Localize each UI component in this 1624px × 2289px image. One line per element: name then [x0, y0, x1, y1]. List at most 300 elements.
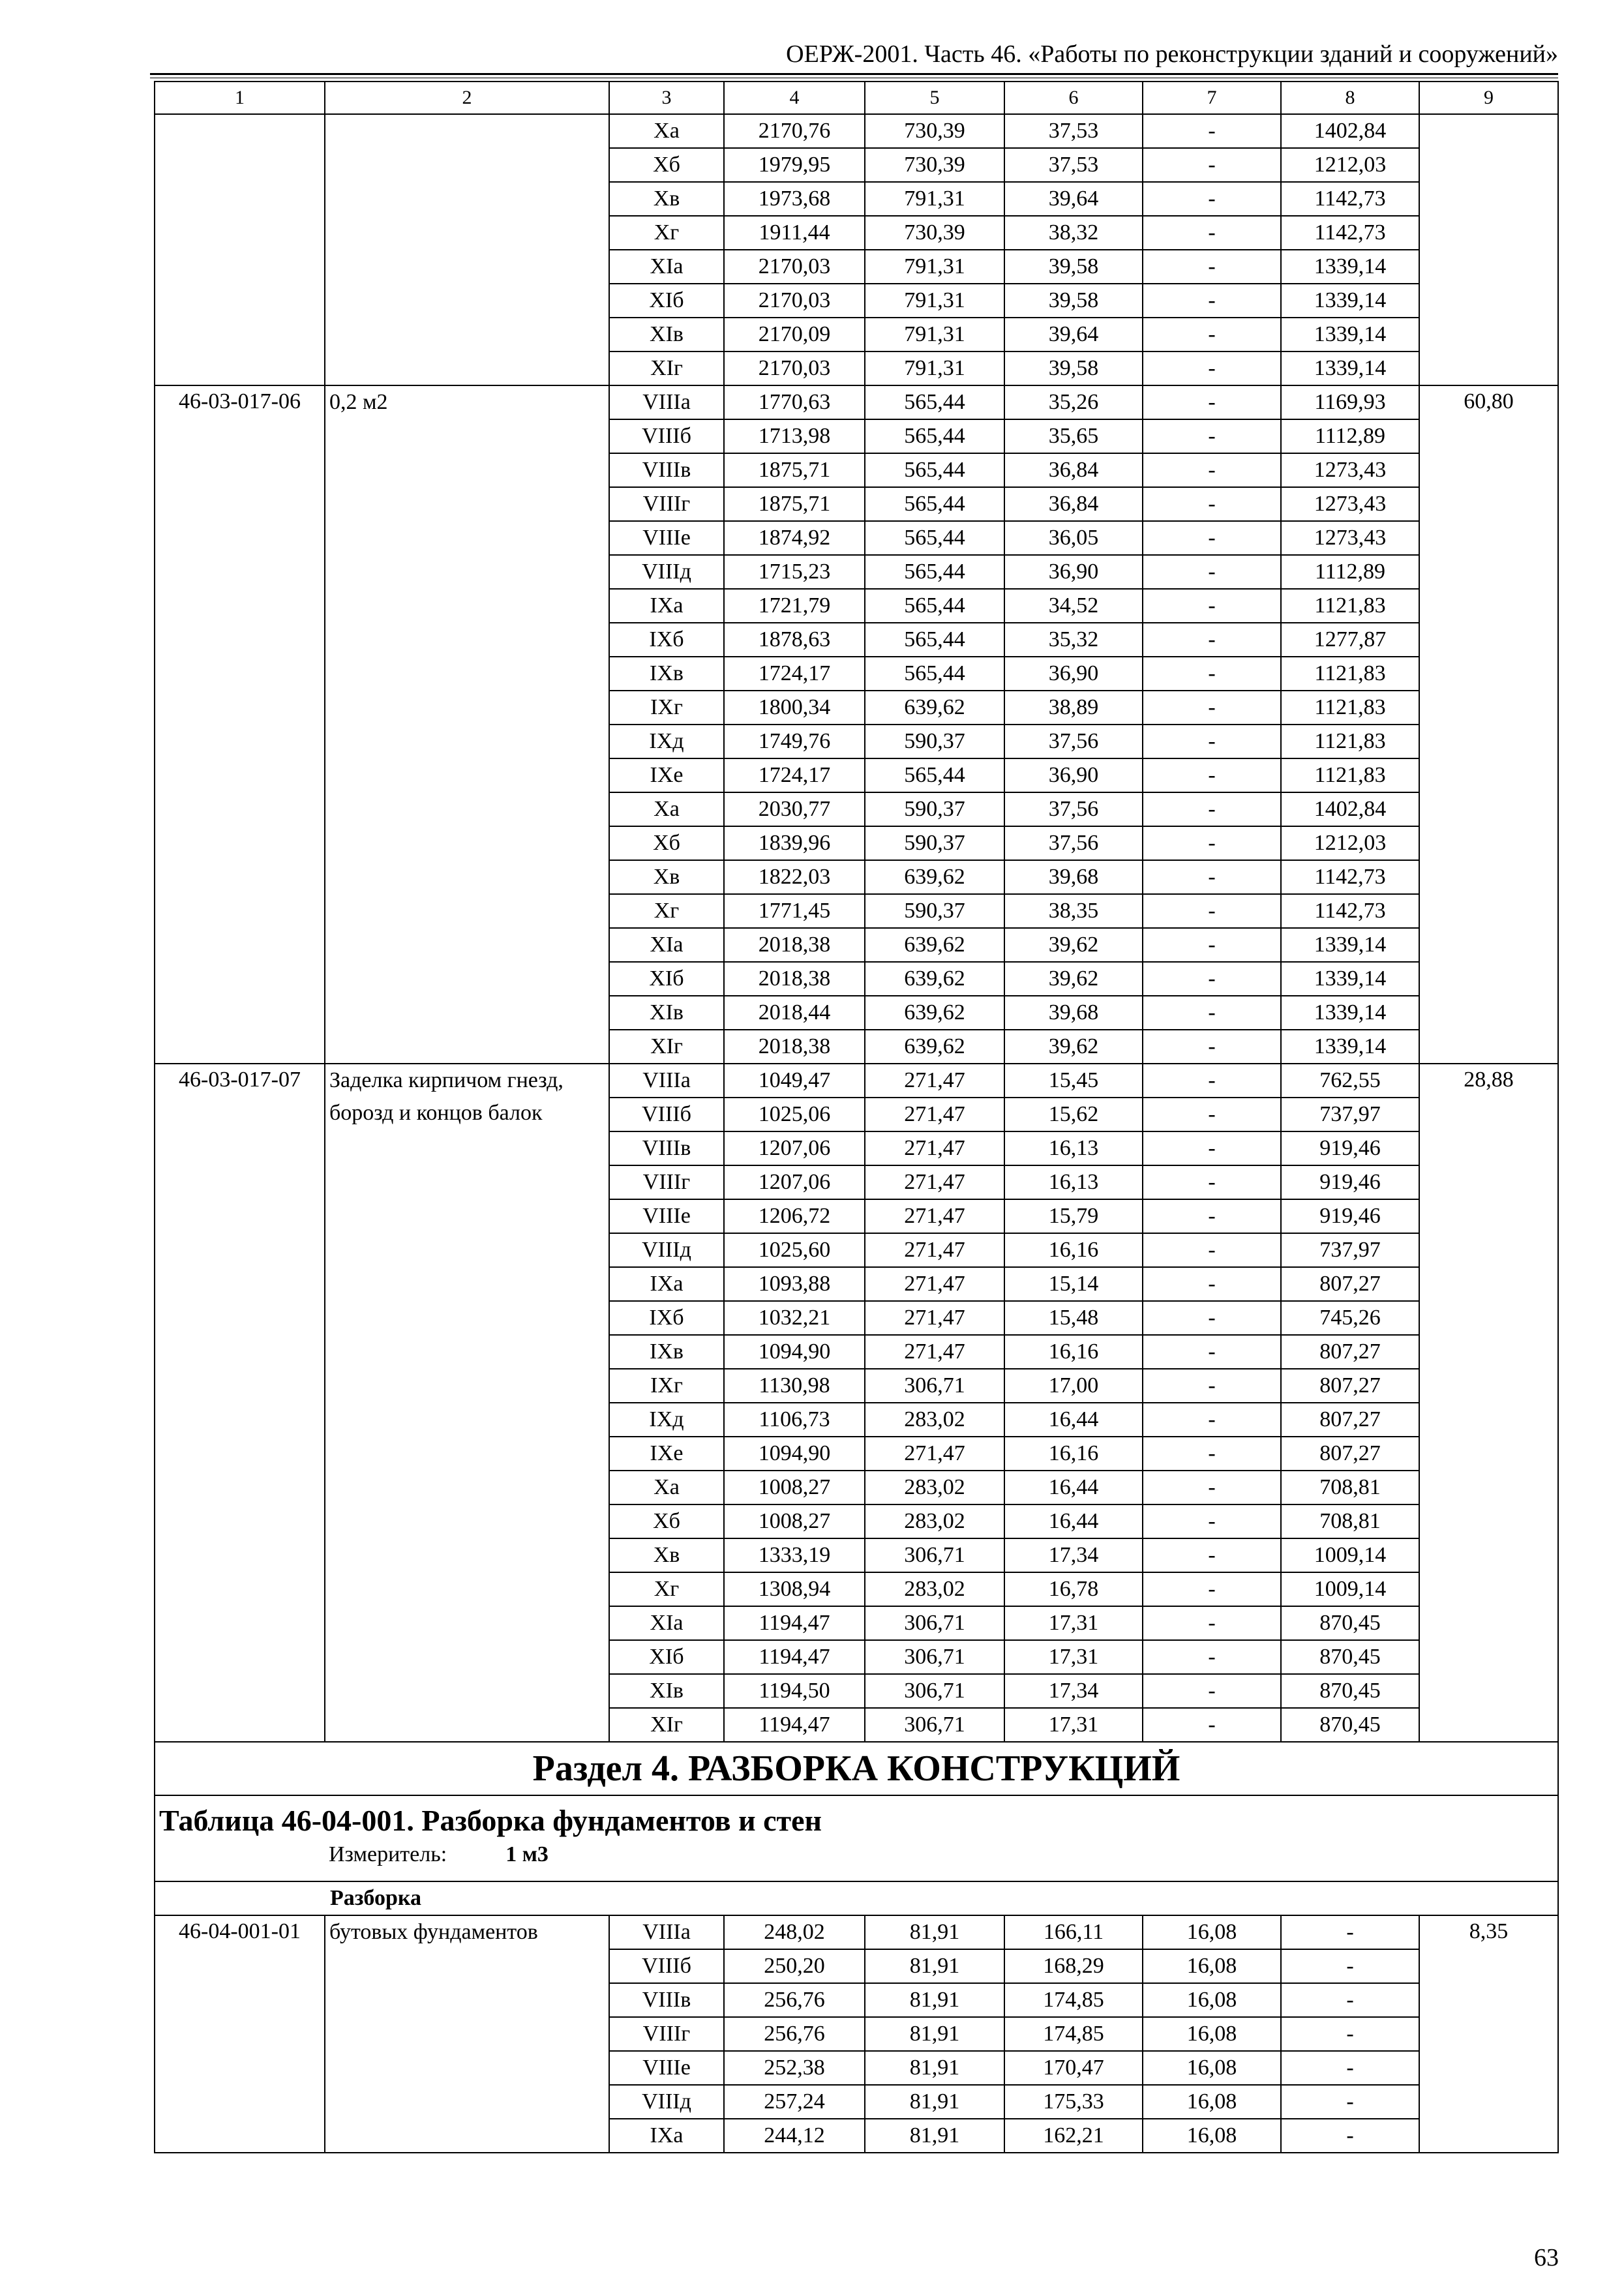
table-cell: 807,27	[1281, 1267, 1419, 1301]
table-cell: IХе	[609, 758, 724, 792]
table-cell: ХIб	[609, 1640, 724, 1674]
table-cell: 590,37	[865, 894, 1004, 928]
table-cell: 38,89	[1004, 691, 1143, 725]
table-cell: 870,45	[1281, 1674, 1419, 1708]
table-cell: 1770,63	[724, 385, 865, 419]
table-cell: 16,13	[1004, 1165, 1143, 1199]
table-title-cell	[155, 1795, 1558, 1881]
table-cell: ХIб	[609, 962, 724, 996]
table-cell: -	[1281, 2119, 1419, 2153]
measure-line	[329, 1839, 1554, 1870]
table-cell: 1009,14	[1281, 1572, 1419, 1606]
table-cell: 807,27	[1281, 1437, 1419, 1471]
table-cell: 639,62	[865, 691, 1004, 725]
table-cell: -	[1143, 725, 1281, 758]
table-cell: 1142,73	[1281, 860, 1419, 894]
table-cell: 1106,73	[724, 1403, 865, 1437]
table-cell: -	[1143, 148, 1281, 182]
table-cell: 1333,19	[724, 1538, 865, 1572]
table-cell: -	[1143, 792, 1281, 826]
subhead: Разборка	[155, 1881, 1558, 1915]
table-cell: -	[1143, 860, 1281, 894]
table-cell: VIIIе	[609, 1199, 724, 1233]
table-cell: 16,08	[1143, 2017, 1281, 2051]
table-cell: 1339,14	[1281, 996, 1419, 1030]
table-cell: -	[1281, 2051, 1419, 2085]
table-cell: VIIIб	[609, 1098, 724, 1131]
table-cell: 16,16	[1004, 1335, 1143, 1369]
table-cell: -	[1143, 1233, 1281, 1267]
table-cell: 1339,14	[1281, 1030, 1419, 1064]
table-cell: 1839,96	[724, 826, 865, 860]
table-cell: -	[1143, 589, 1281, 623]
table-cell: 81,91	[865, 2017, 1004, 2051]
table-cell: 1212,03	[1281, 148, 1419, 182]
table-cell: ХIв	[609, 996, 724, 1030]
table-cell: 639,62	[865, 860, 1004, 894]
table-cell: 565,44	[865, 589, 1004, 623]
table-cell: 306,71	[865, 1606, 1004, 1640]
table-cell: 1207,06	[724, 1165, 865, 1199]
table-cell: 16,44	[1004, 1403, 1143, 1437]
column-number: 6	[1004, 82, 1143, 114]
table-cell: 306,71	[865, 1708, 1004, 1742]
table-cell: Хв	[609, 860, 724, 894]
table-cell: 2170,03	[724, 250, 865, 284]
table-cell: 34,52	[1004, 589, 1143, 623]
group-code	[155, 114, 325, 385]
table-cell: 17,31	[1004, 1606, 1143, 1640]
table-cell: 565,44	[865, 419, 1004, 453]
table-cell: 283,02	[865, 1504, 1004, 1538]
table-cell: 36,84	[1004, 453, 1143, 487]
table-cell: 15,14	[1004, 1267, 1143, 1301]
table-cell: 1402,84	[1281, 792, 1419, 826]
table-cell: 1130,98	[724, 1369, 865, 1403]
table-cell: VIIIд	[609, 555, 724, 589]
table-cell: 730,39	[865, 114, 1004, 148]
table-cell: 1800,34	[724, 691, 865, 725]
section-row	[155, 1742, 1558, 1795]
table-cell: VIIIг	[609, 2017, 724, 2051]
table-cell: 271,47	[865, 1098, 1004, 1131]
subhead-row	[155, 1881, 1558, 1915]
table-cell: -	[1281, 1949, 1419, 1983]
table-cell: -	[1143, 114, 1281, 148]
table-cell: 1212,03	[1281, 826, 1419, 860]
table-cell: 1008,27	[724, 1504, 865, 1538]
table-cell: 244,12	[724, 2119, 865, 2153]
table-cell: 1339,14	[1281, 250, 1419, 284]
table-cell: 762,55	[1281, 1064, 1419, 1098]
table-cell: 17,31	[1004, 1708, 1143, 1742]
table-cell: 16,08	[1143, 2051, 1281, 2085]
table-cell: -	[1143, 1437, 1281, 1471]
table-cell: 271,47	[865, 1335, 1004, 1369]
table-cell: 81,91	[865, 2085, 1004, 2119]
table-cell: 1273,43	[1281, 521, 1419, 555]
table-cell: 81,91	[865, 1915, 1004, 1949]
table-cell: 1339,14	[1281, 284, 1419, 318]
table-cell: Ха	[609, 114, 724, 148]
table-cell: -	[1143, 1030, 1281, 1064]
column-number: 7	[1143, 82, 1281, 114]
table-cell: 2018,38	[724, 928, 865, 962]
table-cell: 271,47	[865, 1165, 1004, 1199]
table-cell: 2018,38	[724, 1030, 865, 1064]
table-cell: ХIв	[609, 1674, 724, 1708]
table-cell: 16,08	[1143, 2085, 1281, 2119]
table-cell: -	[1143, 657, 1281, 691]
table-cell: -	[1143, 996, 1281, 1030]
table-cell: 1194,47	[724, 1708, 865, 1742]
table-cell: 15,79	[1004, 1199, 1143, 1233]
table-cell: 2170,09	[724, 318, 865, 352]
group-b-code: 46-04-001-01	[155, 1915, 325, 2153]
table-cell: 1194,47	[724, 1640, 865, 1674]
table-cell: 283,02	[865, 1403, 1004, 1437]
table-cell: 174,85	[1004, 1983, 1143, 2017]
table-cell: ХIг	[609, 352, 724, 385]
table-cell: 1025,60	[724, 1233, 865, 1267]
table-cell: IХа	[609, 1267, 724, 1301]
table-cell: 16,16	[1004, 1233, 1143, 1267]
table-cell: ХIа	[609, 1606, 724, 1640]
table-cell: IХд	[609, 1403, 724, 1437]
table-cell: 565,44	[865, 487, 1004, 521]
table-cell: 730,39	[865, 216, 1004, 250]
table-cell: VIIIа	[609, 1064, 724, 1098]
table-cell: -	[1143, 1403, 1281, 1437]
table-cell: VIIIб	[609, 1949, 724, 1983]
table-cell: 271,47	[865, 1064, 1004, 1098]
table-cell: 16,44	[1004, 1471, 1143, 1504]
group-name	[325, 114, 609, 385]
group-name: 0,2 м2	[325, 385, 609, 1064]
table-cell: 170,47	[1004, 2051, 1143, 2085]
table-cell: 565,44	[865, 758, 1004, 792]
table-cell: 36,05	[1004, 521, 1143, 555]
table-cell: IХб	[609, 623, 724, 657]
table-cell: VIIIб	[609, 419, 724, 453]
table-cell: -	[1143, 216, 1281, 250]
table-cell: 565,44	[865, 385, 1004, 419]
table-cell: 39,58	[1004, 352, 1143, 385]
table-cell: 565,44	[865, 657, 1004, 691]
table-cell: 17,34	[1004, 1674, 1143, 1708]
table-cell: 15,45	[1004, 1064, 1143, 1098]
table-cell: -	[1143, 894, 1281, 928]
table-cell: -	[1143, 1131, 1281, 1165]
table-cell: 16,78	[1004, 1572, 1143, 1606]
table-cell: VIIIг	[609, 487, 724, 521]
column-number: 9	[1419, 82, 1558, 114]
table-cell: IХб	[609, 1301, 724, 1335]
table-cell: -	[1281, 2085, 1419, 2119]
header-rule	[150, 73, 1558, 75]
table-cell: 37,56	[1004, 725, 1143, 758]
table-cell: -	[1143, 1199, 1281, 1233]
table-cell: 256,76	[724, 2017, 865, 2051]
table-cell: -	[1143, 419, 1281, 453]
table-cell: 1724,17	[724, 657, 865, 691]
table-cell: 1875,71	[724, 487, 865, 521]
table-cell: ХIа	[609, 250, 724, 284]
table-cell: -	[1281, 2017, 1419, 2051]
measure-label: Измеритель:	[329, 1842, 447, 1866]
table-cell: -	[1143, 1606, 1281, 1640]
table-cell: 791,31	[865, 318, 1004, 352]
table-cell: 1277,87	[1281, 623, 1419, 657]
section-title: Раздел 4. РАЗБОРКА КОНСТРУКЦИЙ	[155, 1742, 1558, 1795]
table-cell: 15,62	[1004, 1098, 1143, 1131]
table-cell: -	[1143, 1538, 1281, 1572]
table-body	[155, 82, 1558, 2153]
table-cell: 1121,83	[1281, 758, 1419, 792]
table-cell: 16,08	[1143, 1915, 1281, 1949]
table-cell: Хв	[609, 182, 724, 216]
table-cell: 17,31	[1004, 1640, 1143, 1674]
table-cell: 1206,72	[724, 1199, 865, 1233]
table-cell: 708,81	[1281, 1471, 1419, 1504]
table-cell: VIIIг	[609, 1165, 724, 1199]
table-cell: Хг	[609, 894, 724, 928]
table-cell: 39,62	[1004, 928, 1143, 962]
column-number: 3	[609, 82, 724, 114]
table-title: Таблица 46-04-001. Разборка фундаментов и стен	[159, 1804, 822, 1837]
column-number: 2	[325, 82, 609, 114]
table-cell: 252,38	[724, 2051, 865, 2085]
table-cell: 39,62	[1004, 962, 1143, 996]
table-cell: 1112,89	[1281, 555, 1419, 589]
table-cell: VIIIв	[609, 453, 724, 487]
table-cell: 166,11	[1004, 1915, 1143, 1949]
table-cell: -	[1143, 826, 1281, 860]
table-cell: 283,02	[865, 1471, 1004, 1504]
table-cell: 271,47	[865, 1131, 1004, 1165]
table-cell: 1339,14	[1281, 928, 1419, 962]
table-cell: IХг	[609, 1369, 724, 1403]
column-number-row	[155, 82, 1558, 114]
group-b-name: бутовых фундаментов	[325, 1915, 609, 2153]
table-cell: VIIIе	[609, 521, 724, 555]
table-cell: 1093,88	[724, 1267, 865, 1301]
table-cell: VIIIа	[609, 385, 724, 419]
table-cell: 919,46	[1281, 1199, 1419, 1233]
table-cell: 271,47	[865, 1233, 1004, 1267]
table-cell: 2018,44	[724, 996, 865, 1030]
table-cell: IХд	[609, 725, 724, 758]
table-cell: 919,46	[1281, 1165, 1419, 1199]
table-cell: 16,13	[1004, 1131, 1143, 1165]
table-cell: 1008,27	[724, 1471, 865, 1504]
table-cell: 15,48	[1004, 1301, 1143, 1335]
table-cell: 1715,23	[724, 555, 865, 589]
table-cell: 1194,47	[724, 1606, 865, 1640]
table-cell: 639,62	[865, 1030, 1004, 1064]
table-cell: 306,71	[865, 1369, 1004, 1403]
table-cell: 1121,83	[1281, 691, 1419, 725]
table-cell: 37,53	[1004, 114, 1143, 148]
table-cell: 791,31	[865, 352, 1004, 385]
group-col9: 60,80	[1419, 385, 1558, 1064]
table-cell: 36,90	[1004, 657, 1143, 691]
table-cell: 257,24	[724, 2085, 865, 2119]
table-cell: 39,64	[1004, 318, 1143, 352]
table-cell: Хв	[609, 1538, 724, 1572]
table-cell: 1112,89	[1281, 419, 1419, 453]
table-cell: 306,71	[865, 1538, 1004, 1572]
measure-value: 1 м3	[505, 1842, 549, 1866]
table-cell: 1874,92	[724, 521, 865, 555]
table-cell: -	[1143, 1098, 1281, 1131]
table-row	[155, 385, 1558, 419]
table-cell: -	[1143, 1301, 1281, 1335]
table-cell: Хб	[609, 1504, 724, 1538]
table-cell: -	[1143, 691, 1281, 725]
table-cell: 81,91	[865, 2051, 1004, 2085]
table-cell: 39,62	[1004, 1030, 1143, 1064]
table-cell: 1713,98	[724, 419, 865, 453]
table-cell: Хб	[609, 826, 724, 860]
table-cell: -	[1143, 318, 1281, 352]
table-cell: 1169,93	[1281, 385, 1419, 419]
table-cell: -	[1143, 250, 1281, 284]
table-cell: 16,44	[1004, 1504, 1143, 1538]
table-cell: -	[1143, 182, 1281, 216]
table-cell: 37,56	[1004, 826, 1143, 860]
table-cell: 175,33	[1004, 2085, 1143, 2119]
table-cell: Хг	[609, 216, 724, 250]
table-cell: 590,37	[865, 725, 1004, 758]
table-cell: ХIб	[609, 284, 724, 318]
table-cell: 39,68	[1004, 996, 1143, 1030]
table-cell: 639,62	[865, 962, 1004, 996]
table-cell: Ха	[609, 1471, 724, 1504]
table-cell: -	[1143, 521, 1281, 555]
table-cell: 248,02	[724, 1915, 865, 1949]
table-cell: VIIIд	[609, 2085, 724, 2119]
table-cell: 16,16	[1004, 1437, 1143, 1471]
table-cell: 1142,73	[1281, 216, 1419, 250]
table-cell: 1121,83	[1281, 657, 1419, 691]
table-cell: 36,84	[1004, 487, 1143, 521]
table-cell: IХа	[609, 2119, 724, 2153]
table-cell: 35,65	[1004, 419, 1143, 453]
table-cell: VIIIв	[609, 1131, 724, 1165]
table-cell: -	[1143, 1335, 1281, 1369]
table-title-row	[155, 1795, 1558, 1881]
table-cell: 1142,73	[1281, 182, 1419, 216]
table-cell: 807,27	[1281, 1403, 1419, 1437]
table-cell: 37,53	[1004, 148, 1143, 182]
table-cell: 38,35	[1004, 894, 1143, 928]
table-cell: 1025,06	[724, 1098, 865, 1131]
table-cell: 1771,45	[724, 894, 865, 928]
table-cell: 870,45	[1281, 1708, 1419, 1742]
table-cell: VIIIд	[609, 1233, 724, 1267]
table-cell: 16,08	[1143, 1983, 1281, 2017]
table-cell: -	[1143, 1572, 1281, 1606]
table-cell: 37,56	[1004, 792, 1143, 826]
table-cell: 1875,71	[724, 453, 865, 487]
table-cell: -	[1281, 1915, 1419, 1949]
table-cell: 708,81	[1281, 1504, 1419, 1538]
table-cell: -	[1143, 487, 1281, 521]
table-cell: 565,44	[865, 623, 1004, 657]
table-cell: 39,64	[1004, 182, 1143, 216]
table-cell: 1339,14	[1281, 352, 1419, 385]
table-cell: -	[1143, 1674, 1281, 1708]
page-number: 63	[1534, 2244, 1559, 2271]
column-number: 1	[155, 82, 325, 114]
table-cell: 81,91	[865, 2119, 1004, 2153]
table-cell: 35,26	[1004, 385, 1143, 419]
table-cell: 271,47	[865, 1301, 1004, 1335]
table-cell: 39,58	[1004, 250, 1143, 284]
table-cell: -	[1143, 1165, 1281, 1199]
table-cell: 250,20	[724, 1949, 865, 1983]
price-table	[154, 81, 1559, 2153]
table-cell: Ха	[609, 792, 724, 826]
table-cell: -	[1143, 758, 1281, 792]
table-cell: 590,37	[865, 792, 1004, 826]
table-cell: 1721,79	[724, 589, 865, 623]
table-cell: -	[1143, 385, 1281, 419]
table-cell: 870,45	[1281, 1606, 1419, 1640]
group-b-col9: 8,35	[1419, 1915, 1558, 2153]
table-cell: 2030,77	[724, 792, 865, 826]
group-code: 46-03-017-06	[155, 385, 325, 1064]
table-cell: 1979,95	[724, 148, 865, 182]
column-number: 8	[1281, 82, 1419, 114]
table-cell: 168,29	[1004, 1949, 1143, 1983]
table-cell: -	[1143, 1471, 1281, 1504]
table-cell: 2018,38	[724, 962, 865, 996]
group-col9	[1419, 114, 1558, 385]
group-name: Заделка кирпичом гнезд, борозд и концов балок	[325, 1064, 609, 1742]
table-cell: 1878,63	[724, 623, 865, 657]
table-cell: -	[1281, 1983, 1419, 2017]
table-cell: 271,47	[865, 1437, 1004, 1471]
table-cell: 306,71	[865, 1640, 1004, 1674]
table-cell: IХа	[609, 589, 724, 623]
table-cell: 730,39	[865, 148, 1004, 182]
table-cell: -	[1143, 1708, 1281, 1742]
table-cell: 1749,76	[724, 725, 865, 758]
table-cell: 271,47	[865, 1199, 1004, 1233]
table-cell: 791,31	[865, 284, 1004, 318]
table-cell: 1308,94	[724, 1572, 865, 1606]
table-cell: -	[1143, 453, 1281, 487]
group-code: 46-03-017-07	[155, 1064, 325, 1742]
table-cell: -	[1143, 352, 1281, 385]
table-cell: 1121,83	[1281, 589, 1419, 623]
table-cell: 1121,83	[1281, 725, 1419, 758]
table-cell: 17,00	[1004, 1369, 1143, 1403]
table-cell: 35,32	[1004, 623, 1143, 657]
table-cell: IХв	[609, 657, 724, 691]
table-cell: IХв	[609, 1335, 724, 1369]
table-cell: 1142,73	[1281, 894, 1419, 928]
table-cell: -	[1143, 962, 1281, 996]
column-number: 4	[724, 82, 865, 114]
table-cell: -	[1143, 284, 1281, 318]
table-cell: 36,90	[1004, 758, 1143, 792]
group-col9: 28,88	[1419, 1064, 1558, 1742]
table-cell: 1822,03	[724, 860, 865, 894]
table-cell: 2170,03	[724, 284, 865, 318]
